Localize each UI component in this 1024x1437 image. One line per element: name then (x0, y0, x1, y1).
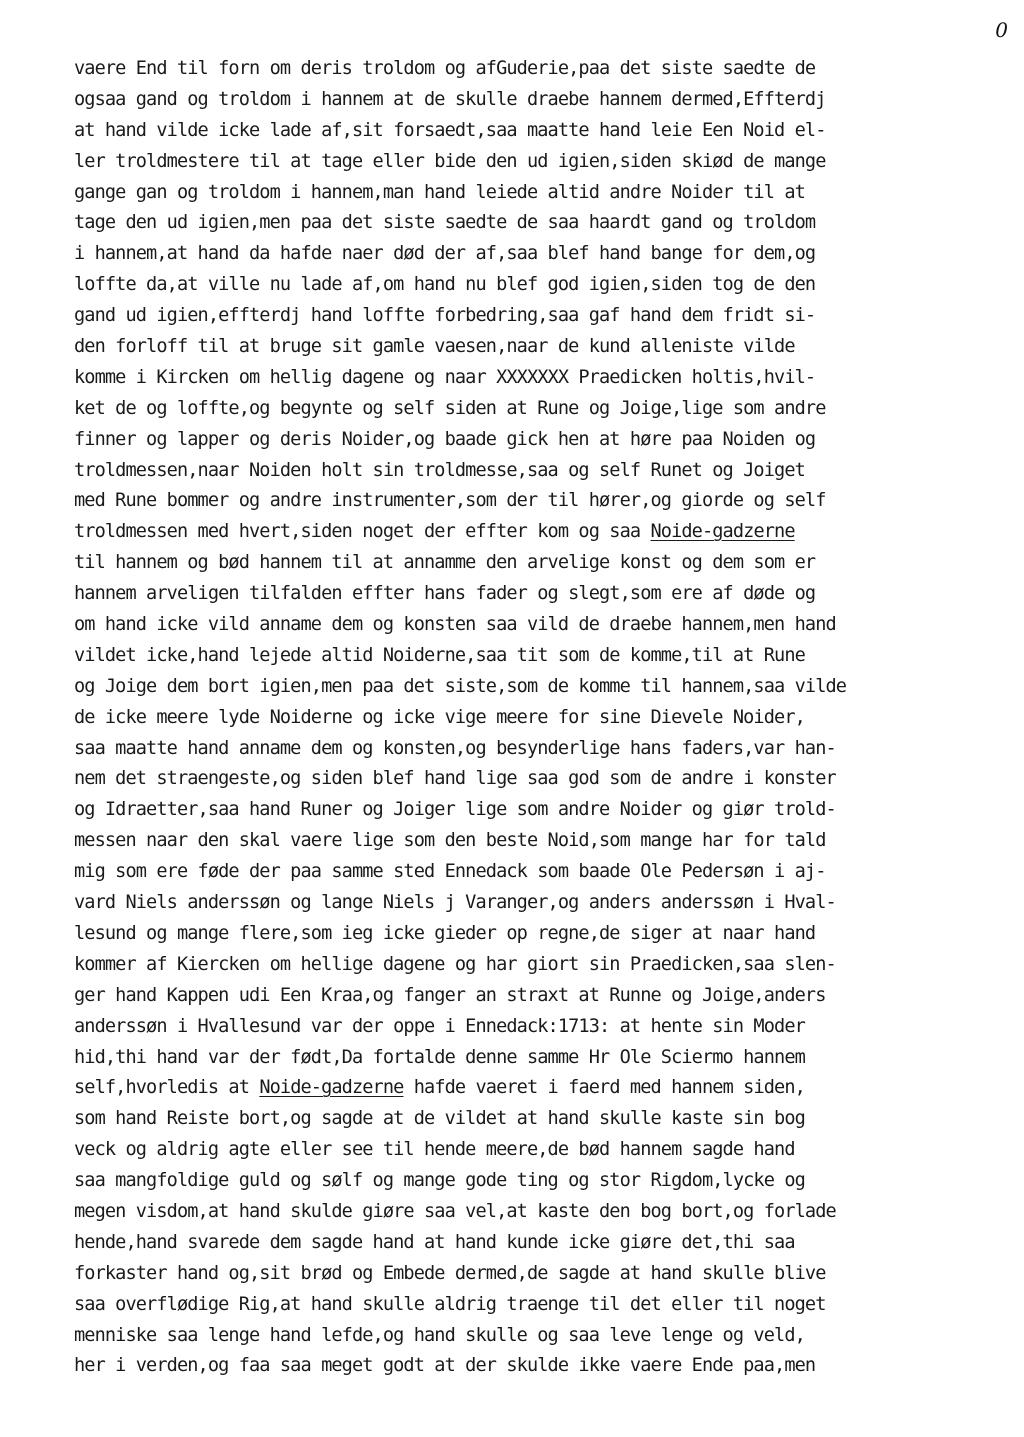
text-line: vaere End til forn om deris troldom og afGuderie,paa det siste saedte de (74, 58, 816, 79)
text-line: ger hand Kappen udi Een Kraa,og fanger an straxt at Runne og Joige,anders (74, 984, 826, 1006)
text-line: hid,thi hand var der født,Da fortalde denne samme Hr Ole Sciermo hannem (74, 1046, 805, 1068)
text-line: vildet icke,hand lejede altid Noiderne,saa tit som de komme,til at Rune (74, 644, 805, 666)
text-line-with-underline (74, 517, 1014, 548)
text-line: lesund og mange flere,som ieg icke gieder op regne,de siger at naar hand (74, 922, 816, 944)
text-line: hannem arveligen tilfalden effter hans fader og slegt,som ere af døde og (74, 583, 816, 605)
text-line: gange gan og troldom i hannem,man hand leiede altid andre Noider til at (74, 181, 805, 203)
text-line: til hannem og bød hannem til at annamme den arvelige konst og dem som er (74, 552, 816, 574)
text-line: ogsaa gand og troldom i hannem at de skulle draebe hannem dermed,Effterdj (74, 88, 826, 110)
text-line: menniske saa lenge hand lefde,og hand skulle og saa leve lenge og veld, (74, 1324, 805, 1346)
text-line: mig som ere føde der paa samme sted Ennedack som baade Ole Pedersøn i aj- (74, 861, 826, 883)
text-line: megen visdom,at hand skulde giøre saa vel,at kaste den bog bort,og forlade (74, 1200, 836, 1222)
text-line: som hand Reiste bort,og sagde at de vildet at hand skulle kaste sin bog (74, 1108, 805, 1130)
text-line: saa mangfoldige guld og sølf og mange gode ting og stor Rigdom,lycke og (74, 1170, 805, 1192)
text-line: de icke meere lyde Noiderne og icke vige meere for sine Dievele Noider, (74, 706, 805, 728)
text-line: med Rune bommer og andre instrumenter,som der til hører,og giorde og self (74, 490, 826, 512)
typescript-body (74, 54, 1014, 1382)
text-line: anderssøn i Hvallesund var der oppe i Ennedack:1713: at hente sin Moder (74, 1015, 805, 1037)
underlined-term: Noide-gadzerne (650, 521, 795, 543)
underlined-term: Noide-gadzerne (259, 1077, 404, 1099)
text-line: ket de og loffte,og begynte og self siden at Rune og Joige,lige som andre (74, 397, 826, 419)
text-line: tage den ud igien,men paa det siste saedte de saa haardt gand og troldom (74, 212, 816, 234)
text-line: at hand vilde icke lade af,sit forsaedt,saa maatte hand leie Een Noid el- (74, 119, 826, 141)
text-line: loffte da,at ville nu lade af,om hand nu blef god igien,siden tog de den (74, 274, 816, 296)
text-line: den forloff til at bruge sit gamle vaesen,naar de kund alleniste vilde (74, 336, 795, 358)
text-segment: self,hvorledis at (74, 1077, 260, 1099)
text-line: om hand icke vild anname dem og konsten saa vild de draebe hannem,men hand (74, 614, 836, 636)
page-number: 0 (995, 18, 1008, 42)
text-line: nem det straengeste,og siden blef hand lige saa god som de andre i konster (74, 768, 836, 790)
text-line: og Joige dem bort igien,men paa det siste,som de komme til hannem,saa vilde (74, 675, 847, 697)
text-line: i hannem,at hand da hafde naer død der af,saa blef hand bange for dem,og (74, 243, 816, 265)
text-segment: hafde vaeret i faerd med hannem siden, (403, 1077, 805, 1099)
text-line: kommer af Kiercken om hellige dagene og har giort sin Praedicken,saa slen- (74, 953, 836, 975)
text-line: forkaster hand og,sit brød og Embede dermed,de sagde at hand skulle blive (74, 1262, 826, 1284)
text-line: gand ud igien,effterdj hand loffte forbedring,saa gaf hand dem fridt si- (74, 305, 816, 327)
text-line: hende,hand svarede dem sagde hand at hand kunde icke giøre det,thi saa (74, 1231, 795, 1253)
text-line-with-underline (74, 1073, 1014, 1104)
text-line: her i verden,og faa saa meget godt at der skulde ikke vaere Ende paa,men (74, 1355, 816, 1377)
text-line: komme i Kircken om hellig dagene og naar XXXXXXX Praedicken holtis,hvil- (74, 366, 816, 388)
text-line: vard Niels anderssøn og lange Niels j Varanger,og anders anderssøn i Hval- (74, 892, 836, 914)
text-line: saa maatte hand anname dem og konsten,og besynderlige hans faders,var han- (74, 737, 836, 759)
text-line: ler troldmestere til at tage eller bide den ud igien,siden skiød de mange (74, 150, 826, 172)
text-line: messen naar den skal vaere lige som den beste Noid,som mange har for tald (74, 830, 826, 852)
text-line: og Idraetter,saa hand Runer og Joiger lige som andre Noider og giør trold- (74, 799, 836, 821)
text-line: finner og lapper og deris Noider,og baade gick hen at høre paa Noiden og (74, 428, 816, 450)
text-segment: troldmessen med hvert,siden noget der effter kom og saa (74, 521, 651, 543)
text-line: troldmessen,naar Noiden holt sin troldmesse,saa og self Runet og Joiget (74, 459, 805, 481)
text-line: veck og aldrig agte eller see til hende meere,de bød hannem sagde hand (74, 1139, 795, 1161)
text-line: saa overflødige Rig,at hand skulle aldrig traenge til det eller til noget (74, 1293, 826, 1315)
